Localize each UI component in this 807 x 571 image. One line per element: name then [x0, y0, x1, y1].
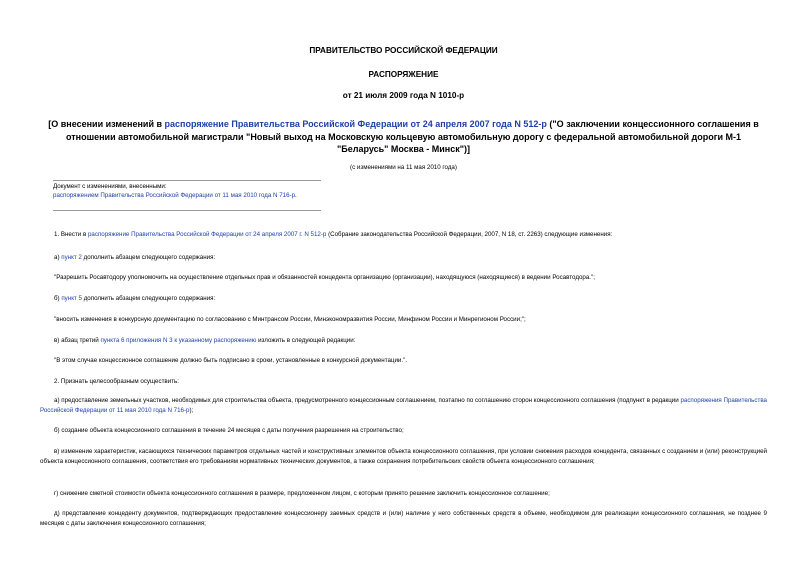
- item-v-prefix: в) абзац третий: [54, 337, 101, 344]
- changes-box-suffix: .: [295, 192, 297, 199]
- subitem-v: в) изменение характеристик, касающихся технических параметров отдельных частей и конструктивных элементов объекта концессионного соглашения, при условии снижения расходов концедента, связанных с созданием и (или) реконструкцией объекта концессионного соглашения, соответствия его требованиям нормативных технических документов, а также сохранения потребительских свойств объекта концессионного соглашения;: [40, 448, 767, 465]
- document-type-heading: РАСПОРЯЖЕНИЕ: [368, 70, 439, 79]
- changes-order-link[interactable]: распоряжением Правительства Российской Федерации от 11 мая 2010 года N 716-р: [53, 192, 296, 199]
- order-716-link[interactable]: распоряжения Правительства Российской Федерации от 11 мая 2010 года N 716-р: [40, 397, 767, 414]
- subitem-a-text: а) предоставление земельных участков, необходимых для строительства объекта, предусмотренного концессионным соглашением, поэтапно по соглашению сторон концессионного соглашения (подпункт в редакции: [54, 397, 681, 404]
- revision-note: (с изменениями на 11 мая 2010 года): [350, 164, 457, 171]
- government-heading: ПРАВИТЕЛЬСТВО РОССИЙСКОЙ ФЕДЕРАЦИИ: [309, 46, 498, 55]
- changes-box: [53, 180, 321, 211]
- document-date-number: от 21 июля 2009 года N 1010-р: [342, 91, 465, 100]
- amended-order-link[interactable]: распоряжение Правительства Российской Федерации от 24 апреля 2007 года N 512-р: [164, 119, 547, 129]
- item-b-prefix: б): [54, 295, 62, 302]
- paragraph-1: [40, 230, 767, 240]
- subitem-a: [40, 396, 767, 415]
- item-v-suffix: изложить в следующей редакции:: [256, 337, 356, 344]
- subtitle-suffix: ("О заключении концессионного соглашения в отношении автомобильной магистрали "Новый выход на Московскую кольцевую автомобильную дорогу с федеральной автомобильной дороги М-1 "Беларусь" Москва - Минск")]: [66, 119, 759, 154]
- item-v: [40, 336, 767, 346]
- order-512-link[interactable]: распоряжение Правительства Российской Федерации от 24 апреля 2007 г. N 512-р: [87, 231, 327, 238]
- quote-1: "Разрешить Росавтодору уполномочить на осуществление отдельных прав и обязанностей концедента организацию (организации), находящуюся (находящиеся) в ведении Росавтодора.";: [54, 274, 595, 281]
- paragraph-2: 2. Признать целесообразным осуществить:: [54, 378, 179, 385]
- item-b-suffix: дополнить абзацем следующего содержания:: [81, 295, 216, 302]
- item-a-prefix: а): [54, 254, 62, 261]
- subitem-g: г) снижение сметной стоимости объекта концессионного соглашения в размере, предложенном лицом, с которым принято решение заключить концессионное соглашение;: [54, 490, 550, 497]
- quote-3: "В этом случае концессионное соглашение должно быть подписано в сроки, установленные в конкурсной документации.".: [54, 357, 408, 364]
- item-b: [40, 294, 767, 304]
- p1-prefix: 1. Внести в: [54, 231, 88, 238]
- item-a-suffix: дополнить абзацем следующего содержания:: [81, 254, 216, 261]
- p1-suffix: (Собрание законодательства Российской Федерации, 2007, N 18, ст. 2263) следующие изменения:: [326, 231, 613, 238]
- subitem-d: д) представление концеденту документов, подтверждающих предоставление концессионеру заемных средств и (или) наличие у него собственных средств в объеме, необходимом для реализации концессионного соглашения, не позднее 9 месяцев с даты заключения концессионного соглашения;: [40, 510, 767, 527]
- subitem-b: б) создание объекта концессионного соглашения в течение 24 месяцев с даты получения разрешения на строительство;: [54, 427, 404, 434]
- point-5-link[interactable]: пункт 5: [61, 295, 82, 302]
- point-2-link[interactable]: пункт 2: [61, 254, 82, 261]
- changes-box-label: Документ с изменениями, внесенными:: [53, 183, 167, 190]
- quote-2: "вносить изменения в конкурсную документацию по согласованию с Минтрансом России, Минэкономразвития России, Минфином России и Минрегионом России;";: [54, 316, 526, 323]
- changes-box-line: [53, 191, 321, 200]
- subtitle-prefix: [О внесении изменений в: [48, 119, 165, 129]
- document-subtitle: [40, 118, 767, 156]
- item-a: [40, 253, 767, 263]
- subitem-a-suffix: );: [189, 406, 194, 414]
- appendix-3-point-6-link[interactable]: пункта 6 приложения N 3 к указанному распоряжению: [100, 337, 257, 344]
